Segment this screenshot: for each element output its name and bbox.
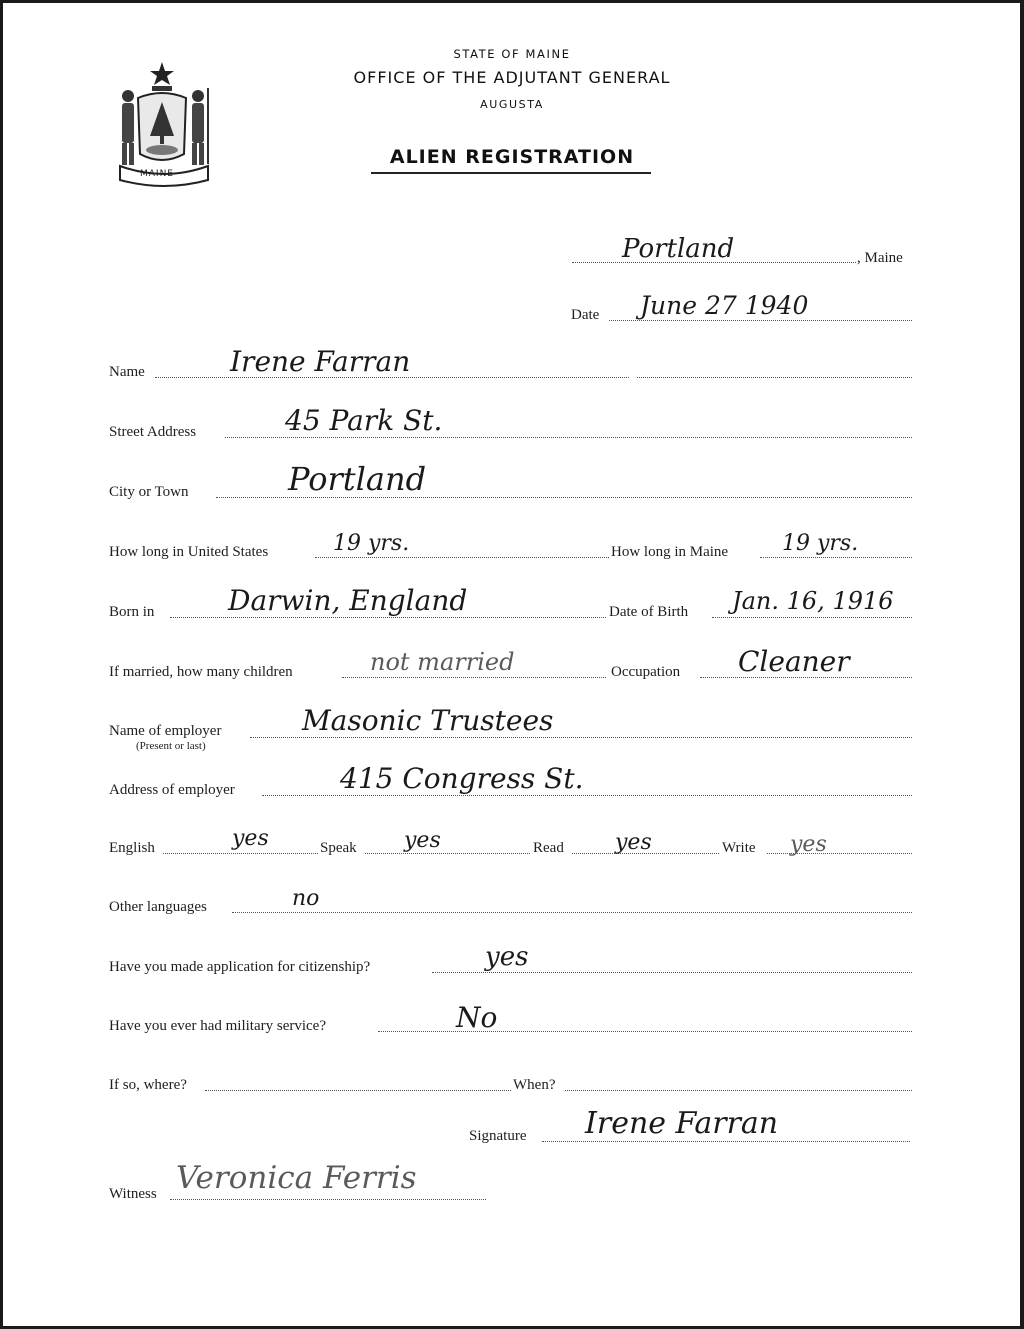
- speak-value: yes: [404, 828, 441, 853]
- speak-label: Speak: [320, 840, 357, 856]
- me-duration-line: [760, 557, 912, 558]
- street-value: 45 Park St.: [285, 404, 443, 437]
- english-label: English: [109, 840, 155, 856]
- date-label: Date: [571, 307, 600, 323]
- header-state: STATE OF MAINE: [453, 47, 571, 61]
- seal-text: MAINE: [140, 169, 174, 179]
- write-label: Write: [722, 840, 756, 856]
- where-label: If so, where?: [109, 1077, 187, 1093]
- header-city: AUGUSTA: [480, 98, 544, 111]
- witness-value: Veronica Ferris: [176, 1160, 417, 1196]
- when-line: [565, 1090, 912, 1091]
- place-value: Portland: [622, 234, 735, 264]
- citizenship-value: yes: [485, 942, 529, 972]
- english-line: [163, 853, 318, 854]
- city-value: Portland: [288, 460, 427, 498]
- signature-label: Signature: [469, 1128, 527, 1144]
- street-line: [225, 437, 912, 438]
- name-line-2: [637, 377, 912, 378]
- born-in-line: [170, 617, 606, 618]
- children-value: not married: [370, 648, 515, 676]
- other-languages-label: Other languages: [109, 899, 207, 915]
- place-label: , Maine: [857, 250, 903, 266]
- children-line: [342, 677, 606, 678]
- occupation-label: Occupation: [611, 664, 681, 680]
- signature-value: Irene Farran: [585, 1106, 779, 1141]
- military-value: No: [456, 1001, 498, 1034]
- english-value: yes: [232, 826, 269, 851]
- citizenship-label: Have you made application for citizenship?: [109, 959, 371, 975]
- occupation-value: Cleaner: [738, 645, 850, 678]
- date-value: June 27 1940: [640, 291, 809, 320]
- me-duration-label: How long in Maine: [611, 544, 729, 560]
- date-line: [609, 320, 912, 321]
- citizenship-line: [432, 972, 912, 973]
- name-value: Irene Farran: [230, 345, 411, 378]
- dob-line: [712, 617, 912, 618]
- witness-line: [170, 1199, 486, 1200]
- signature-line: [542, 1141, 910, 1142]
- us-duration-line: [315, 557, 609, 558]
- employer-address-value: 415 Congress St.: [340, 762, 584, 795]
- employer-line: [250, 737, 912, 738]
- employer-sublabel: (Present or last): [136, 740, 206, 752]
- us-duration-label: How long in United States: [109, 544, 269, 560]
- me-duration-value: 19 yrs.: [782, 531, 859, 556]
- title-underline: [371, 172, 651, 174]
- street-label: Street Address: [109, 424, 197, 440]
- write-line: [767, 853, 912, 854]
- employer-address-line: [262, 795, 912, 796]
- children-label: If married, how many children: [109, 664, 293, 680]
- write-value: yes: [790, 832, 827, 857]
- employer-value: Masonic Trustees: [302, 704, 554, 737]
- other-languages-value: no: [292, 886, 320, 911]
- name-label: Name: [109, 364, 145, 380]
- other-languages-line: [232, 912, 912, 913]
- born-in-label: Born in: [109, 604, 155, 620]
- us-duration-value: 19 yrs.: [333, 531, 410, 556]
- header-office: OFFICE OF THE ADJUTANT GENERAL: [353, 68, 671, 87]
- employer-label: Name of employer: [109, 723, 222, 739]
- speak-line: [365, 853, 530, 854]
- born-in-value: Darwin, England: [228, 584, 468, 617]
- dob-label: Date of Birth: [609, 604, 689, 620]
- employer-address-label: Address of employer: [109, 782, 235, 798]
- military-label: Have you ever had military service?: [109, 1018, 326, 1034]
- city-label: City or Town: [109, 484, 189, 500]
- dob-value: Jan. 16, 1916: [732, 587, 894, 615]
- where-line: [205, 1090, 511, 1091]
- read-label: Read: [533, 840, 564, 856]
- witness-label: Witness: [109, 1186, 157, 1202]
- read-value: yes: [615, 830, 652, 855]
- when-label: When?: [513, 1077, 556, 1093]
- form-title: ALIEN REGISTRATION: [389, 146, 635, 168]
